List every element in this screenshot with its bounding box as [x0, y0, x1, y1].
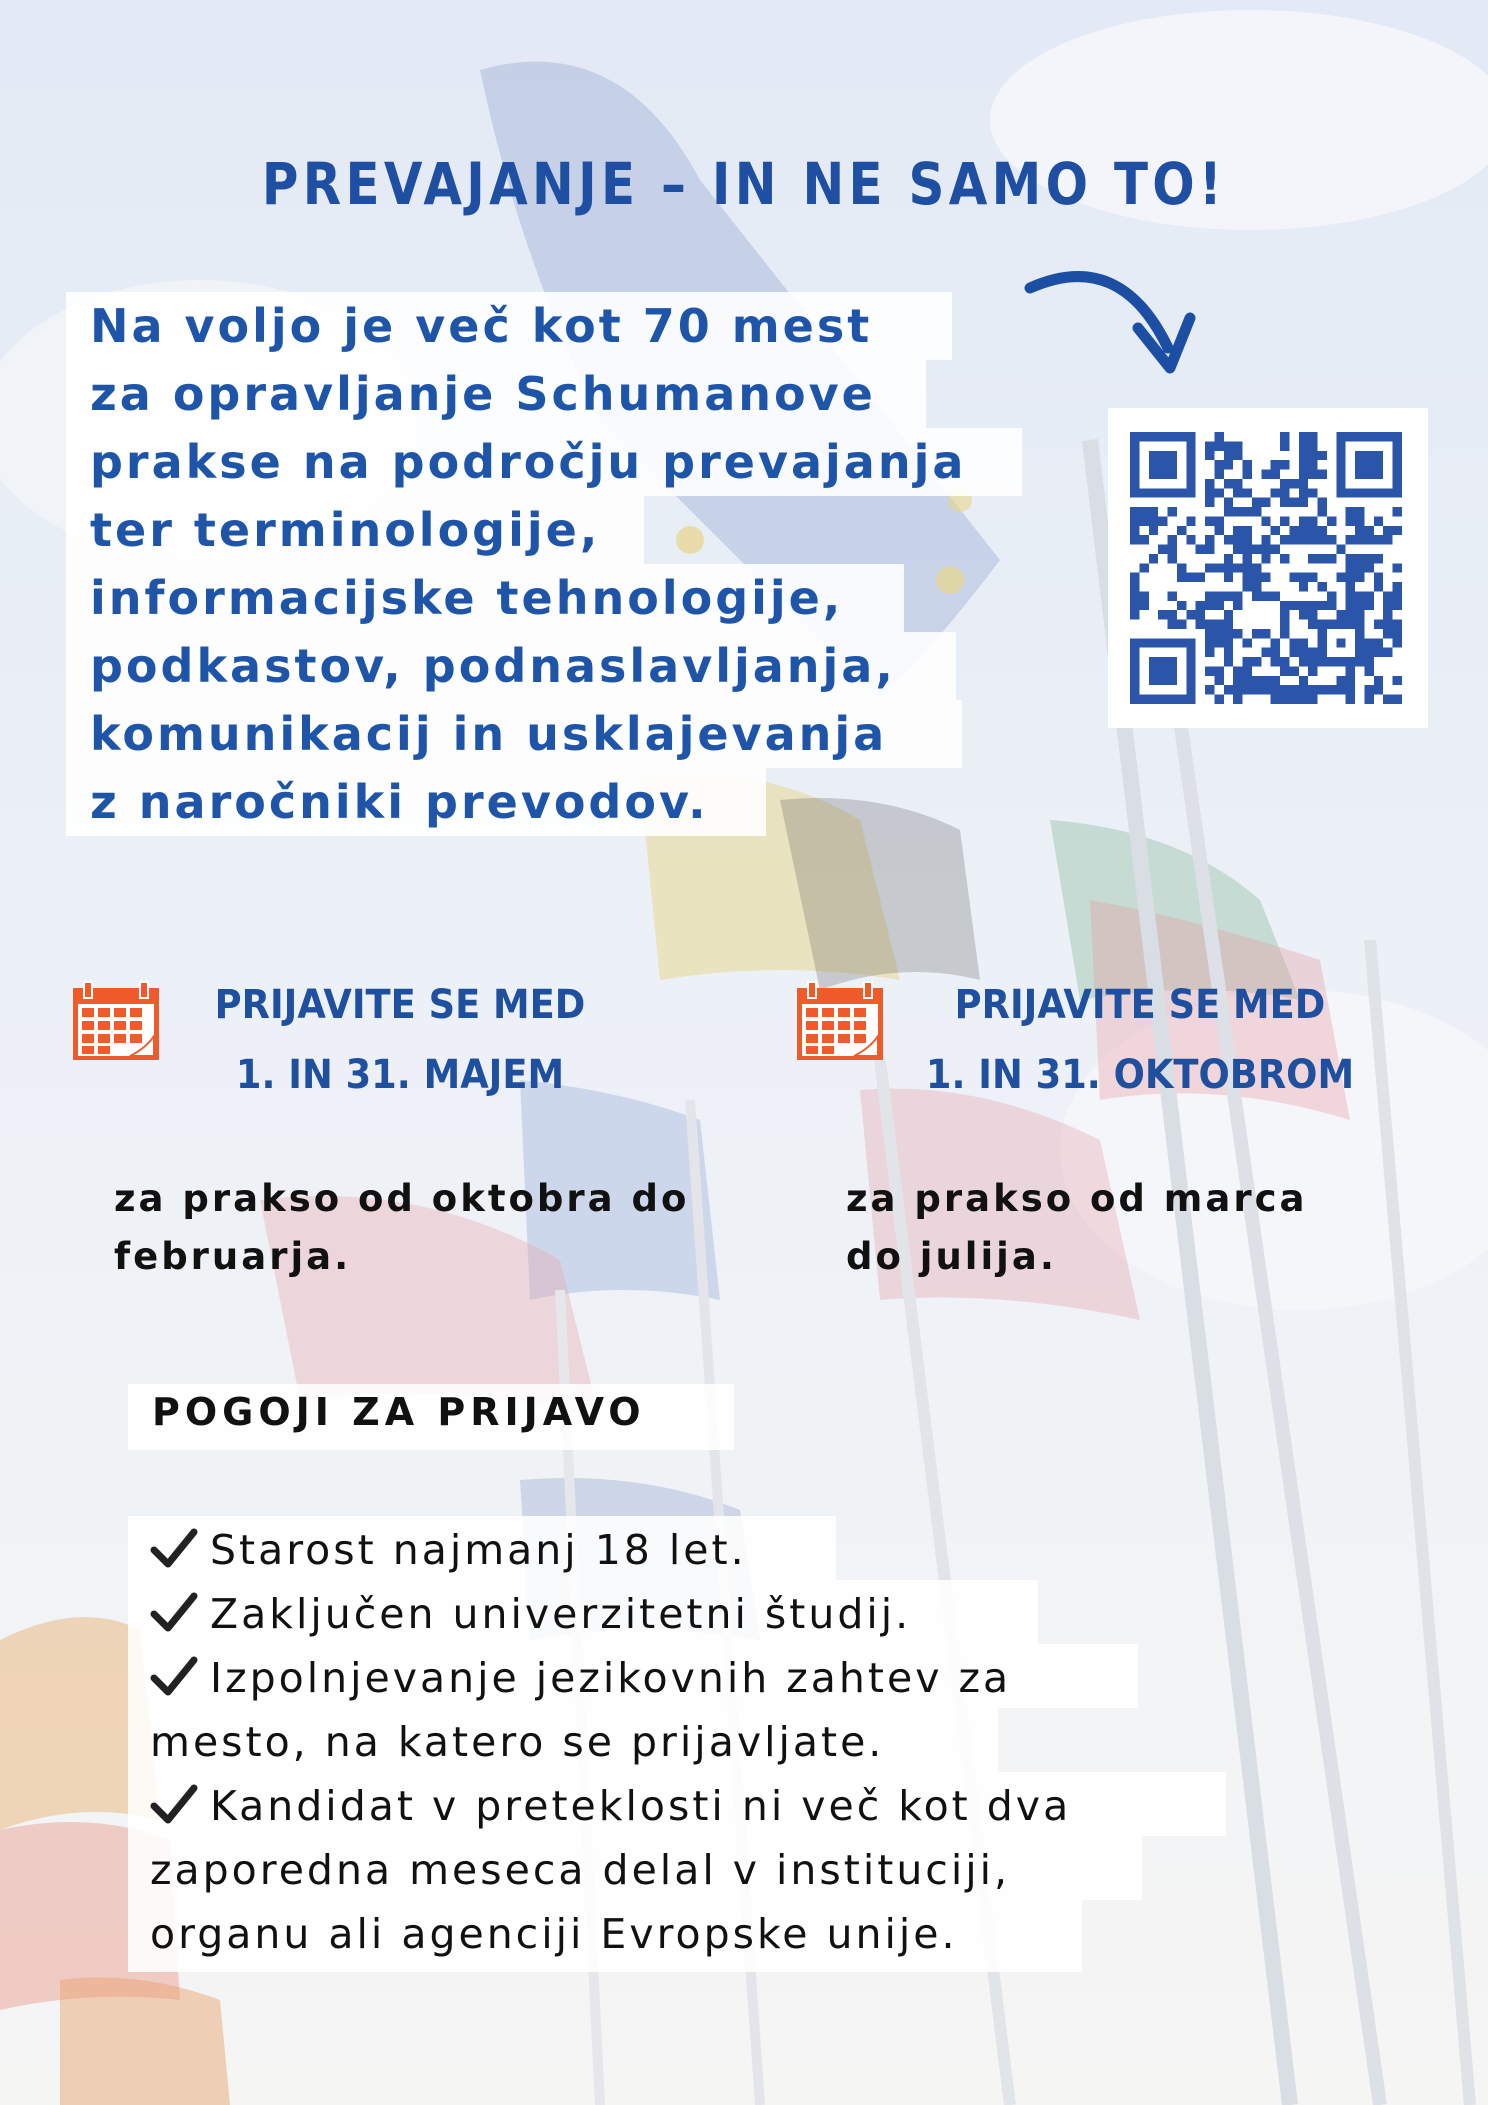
deadline-heading-line: PRIJAVITE SE MED [214, 982, 586, 1028]
period-line: za prakso od oktobra do [114, 1177, 690, 1220]
deadline-heading-line: PRIJAVITE SE MED [954, 982, 1326, 1028]
qr-code[interactable] [1108, 408, 1428, 728]
checkmark-icon [150, 1784, 198, 1824]
condition-text: Kandidat v preteklosti ni več kot dva [210, 1782, 1072, 1830]
intro-line: z naročniki prevodov. [66, 768, 766, 836]
qr-code-pattern [1130, 432, 1402, 704]
deadline-heading-1 [161, 970, 639, 1110]
intro-line: Na voljo je več kot 70 mest [66, 292, 952, 360]
condition-continuation: zaporedna meseca delal v instituciji, [150, 1846, 1011, 1894]
curved-arrow-icon [1020, 256, 1200, 386]
intro-line: za opravljanje Schumanove [66, 360, 926, 428]
condition-item [150, 1518, 747, 1582]
intro-line: prakse na področju prevajanja [66, 428, 1022, 496]
checkmark-icon [150, 1656, 198, 1696]
deadline-heading-line: 1. IN 31. OKTOBROM [925, 1052, 1355, 1098]
condition-continuation: organu ali agenciji Evropske unije. [150, 1910, 958, 1958]
internship-period-2 [846, 1170, 1307, 1286]
period-line: februarja. [114, 1235, 352, 1278]
checkmark-icon [150, 1592, 198, 1632]
calendar-icon [70, 980, 162, 1064]
condition-item [150, 1774, 1071, 1838]
condition-text: Starost najmanj 18 let. [210, 1526, 747, 1574]
intro-line: podkastov, podnaslavljanja, [66, 632, 956, 700]
internship-period-1 [114, 1170, 689, 1286]
condition-text: Zaključen univerzitetni študij. [210, 1590, 912, 1638]
condition-text: Izpolnjevanje jezikovnih zahtev za [210, 1654, 1012, 1702]
intro-line: komunikacij in usklajevanja [66, 700, 962, 768]
page-title: PREVAJANJE – IN NE SAMO TO! [261, 150, 1227, 218]
condition-item [150, 1646, 1011, 1710]
condition-item [150, 1582, 911, 1646]
intro-line: informacijske tehnologije, [66, 564, 904, 632]
period-line: za prakso od marca [846, 1177, 1308, 1220]
checkmark-icon [150, 1528, 198, 1568]
intro-line: ter terminologije, [66, 496, 644, 564]
deadline-heading-line: 1. IN 31. MAJEM [235, 1052, 565, 1098]
period-line: do julija. [846, 1235, 1057, 1278]
calendar-icon [794, 980, 886, 1064]
deadline-heading-2 [892, 970, 1389, 1110]
condition-continuation: mesto, na katero se prijavljate. [150, 1718, 885, 1766]
conditions-heading: POGOJI ZA PRIJAVO [152, 1390, 646, 1434]
